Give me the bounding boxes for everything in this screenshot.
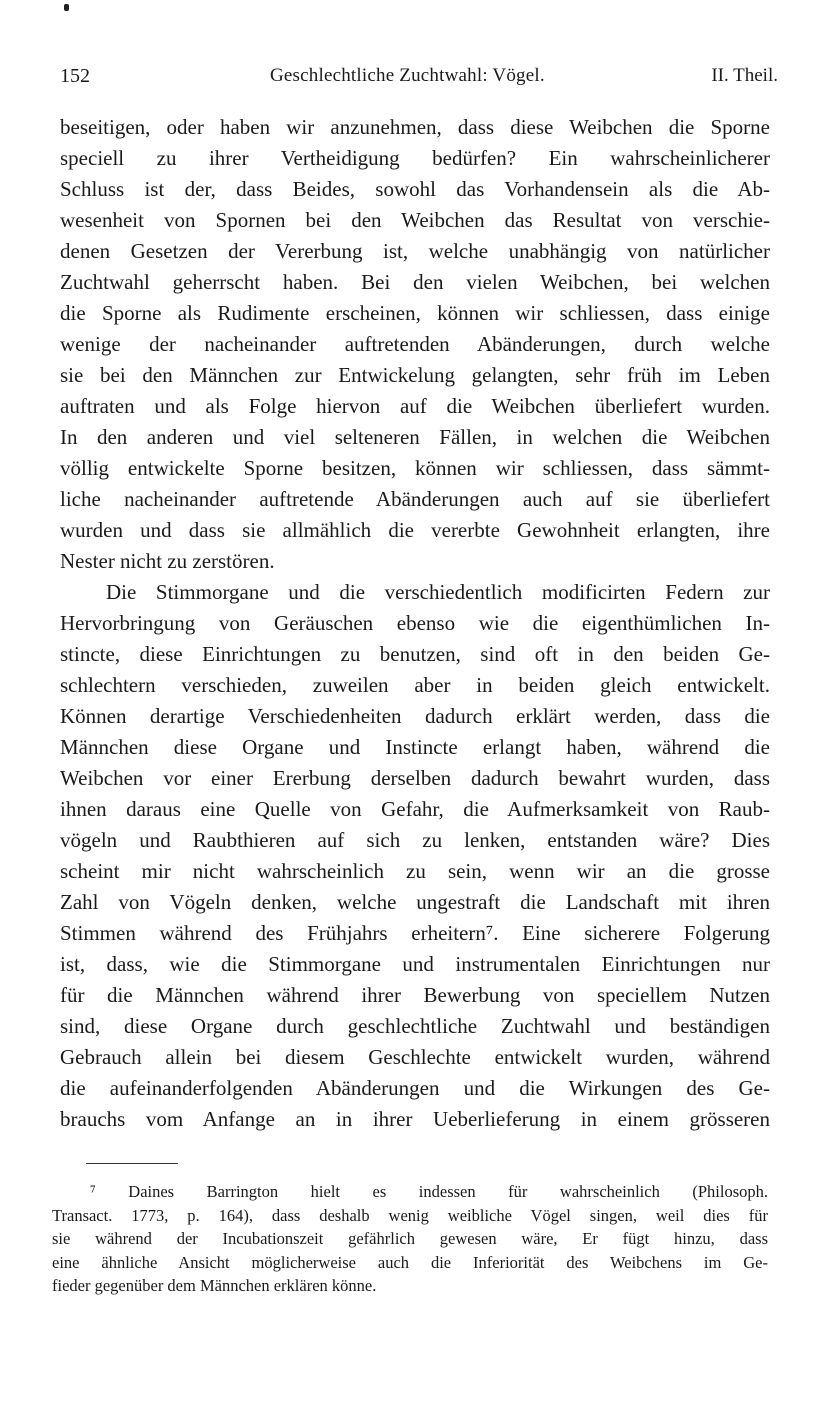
- text-line: stincte, diese Einrichtungen zu benutzen, sind oft in den beiden Ge-: [60, 642, 770, 666]
- text-line: ihnen daraus eine Quelle von Gefahr, die Aufmerksamkeit von Raub-: [60, 797, 770, 821]
- text-line: Hervorbringung von Geräuschen ebenso wie die eigenthümlichen In-: [60, 611, 770, 635]
- text-line: für die Männchen während ihrer Bewerbung von speciellem Nutzen: [60, 983, 770, 1007]
- text-line: In den anderen und viel selteneren Fällen, in welchen die Weibchen: [60, 425, 770, 449]
- page-header: [60, 62, 778, 90]
- text-line: brauchs vom Anfange an in ihrer Ueberlieferung in einem grösseren: [60, 1107, 770, 1131]
- text-line: wesenheit von Spornen bei den Weibchen das Resultat von verschie-: [60, 208, 770, 232]
- footnote-line: eine ähnliche Ansicht möglicherweise auch die Inferiorität des Weibchens im Ge-: [52, 1252, 768, 1272]
- footnote-line: fieder gegenüber dem Männchen erklären könne.: [52, 1276, 377, 1295]
- footnote-line: Transact. 1773, p. 164), dass deshalb wenig weibliche Vögel singen, weil dies für: [52, 1205, 768, 1225]
- text-line: sie bei den Männchen zur Entwickelung gelangten, sehr früh im Leben: [60, 363, 770, 387]
- text-line: scheint mir nicht wahrscheinlich zu sein, wenn wir an die grosse: [60, 859, 770, 883]
- paragraph-end-line: Nester nicht zu zerstören.: [60, 549, 275, 573]
- text-line: speciell zu ihrer Vertheidigung bedürfen? Ein wahrscheinlicherer: [60, 146, 770, 170]
- footnote: [52, 1180, 768, 1298]
- text-line: denen Gesetzen der Vererbung ist, welche unabhängig von natürlicher: [60, 239, 770, 263]
- footnote-line: ⁷ Daines Barrington hielt es indessen für wahrscheinlich (Philosoph.: [90, 1182, 768, 1201]
- running-title: Geschlechtliche Zuchtwahl: Vögel.: [270, 65, 545, 86]
- page-speck: [64, 4, 69, 11]
- text-line: Gebrauch allein bei diesem Geschlechte entwickelt wurden, während: [60, 1045, 770, 1069]
- text-line: Stimmen während des Frühjahrs erheitern⁷. Eine sicherere Folgerung: [60, 921, 770, 945]
- paragraph-start-line: Die Stimmorgane und die verschiedentlich modificirten Federn zur: [106, 580, 770, 604]
- page-number: 152: [60, 65, 90, 87]
- footnote-line: sie während der Incubationszeit gefährlich gewesen wäre, Er fügt hinzu, dass: [52, 1229, 768, 1248]
- text-line: schlechtern verschieden, zuweilen aber in beiden gleich entwickelt.: [60, 673, 770, 697]
- text-line: die Sporne als Rudimente erscheinen, können wir schliessen, dass einige: [60, 301, 770, 325]
- text-line: die aufeinanderfolgenden Abänderungen und die Wirkungen des Ge-: [60, 1076, 770, 1100]
- text-line: sind, diese Organe durch geschlechtliche Zuchtwahl und beständigen: [60, 1014, 770, 1038]
- text-line: Weibchen vor einer Ererbung derselben dadurch bewahrt wurden, dass: [60, 766, 770, 790]
- text-line: auftraten und als Folge hiervon auf die Weibchen überliefert wurden.: [60, 394, 770, 418]
- text-line: Zuchtwahl geherrscht haben. Bei den vielen Weibchen, bei welchen: [60, 270, 770, 294]
- main-text: [60, 112, 770, 1135]
- footnote-divider: [86, 1163, 178, 1164]
- text-line: wurden und dass sie allmählich die vererbte Gewohnheit erlangten, ihre: [60, 518, 770, 542]
- text-line: liche nacheinander auftretende Abänderungen auch auf sie überliefert: [60, 487, 770, 511]
- text-line: vögeln und Raubthieren auf sich zu lenken, entstanden wäre? Dies: [60, 828, 770, 852]
- text-line: beseitigen, oder haben wir anzunehmen, dass diese Weibchen die Sporne: [60, 115, 770, 139]
- text-line: Können derartige Verschiedenheiten dadurch erklärt werden, dass die: [60, 704, 770, 728]
- text-line: völlig entwickelte Sporne besitzen, können wir schliessen, dass sämmt-: [60, 456, 770, 480]
- text-line: Schluss ist der, dass Beides, sowohl das Vorhandensein als die Ab-: [60, 177, 770, 201]
- text-line: Zahl von Vögeln denken, welche ungestraft die Landschaft mit ihren: [60, 890, 770, 914]
- text-line: ist, dass, wie die Stimmorgane und instrumentalen Einrichtungen nur: [60, 952, 770, 976]
- text-line: wenige der nacheinander auftretenden Abänderungen, durch welche: [60, 332, 770, 356]
- part-label: II. Theil.: [711, 65, 778, 86]
- text-line: Männchen diese Organe und Instincte erlangt haben, während die: [60, 735, 770, 759]
